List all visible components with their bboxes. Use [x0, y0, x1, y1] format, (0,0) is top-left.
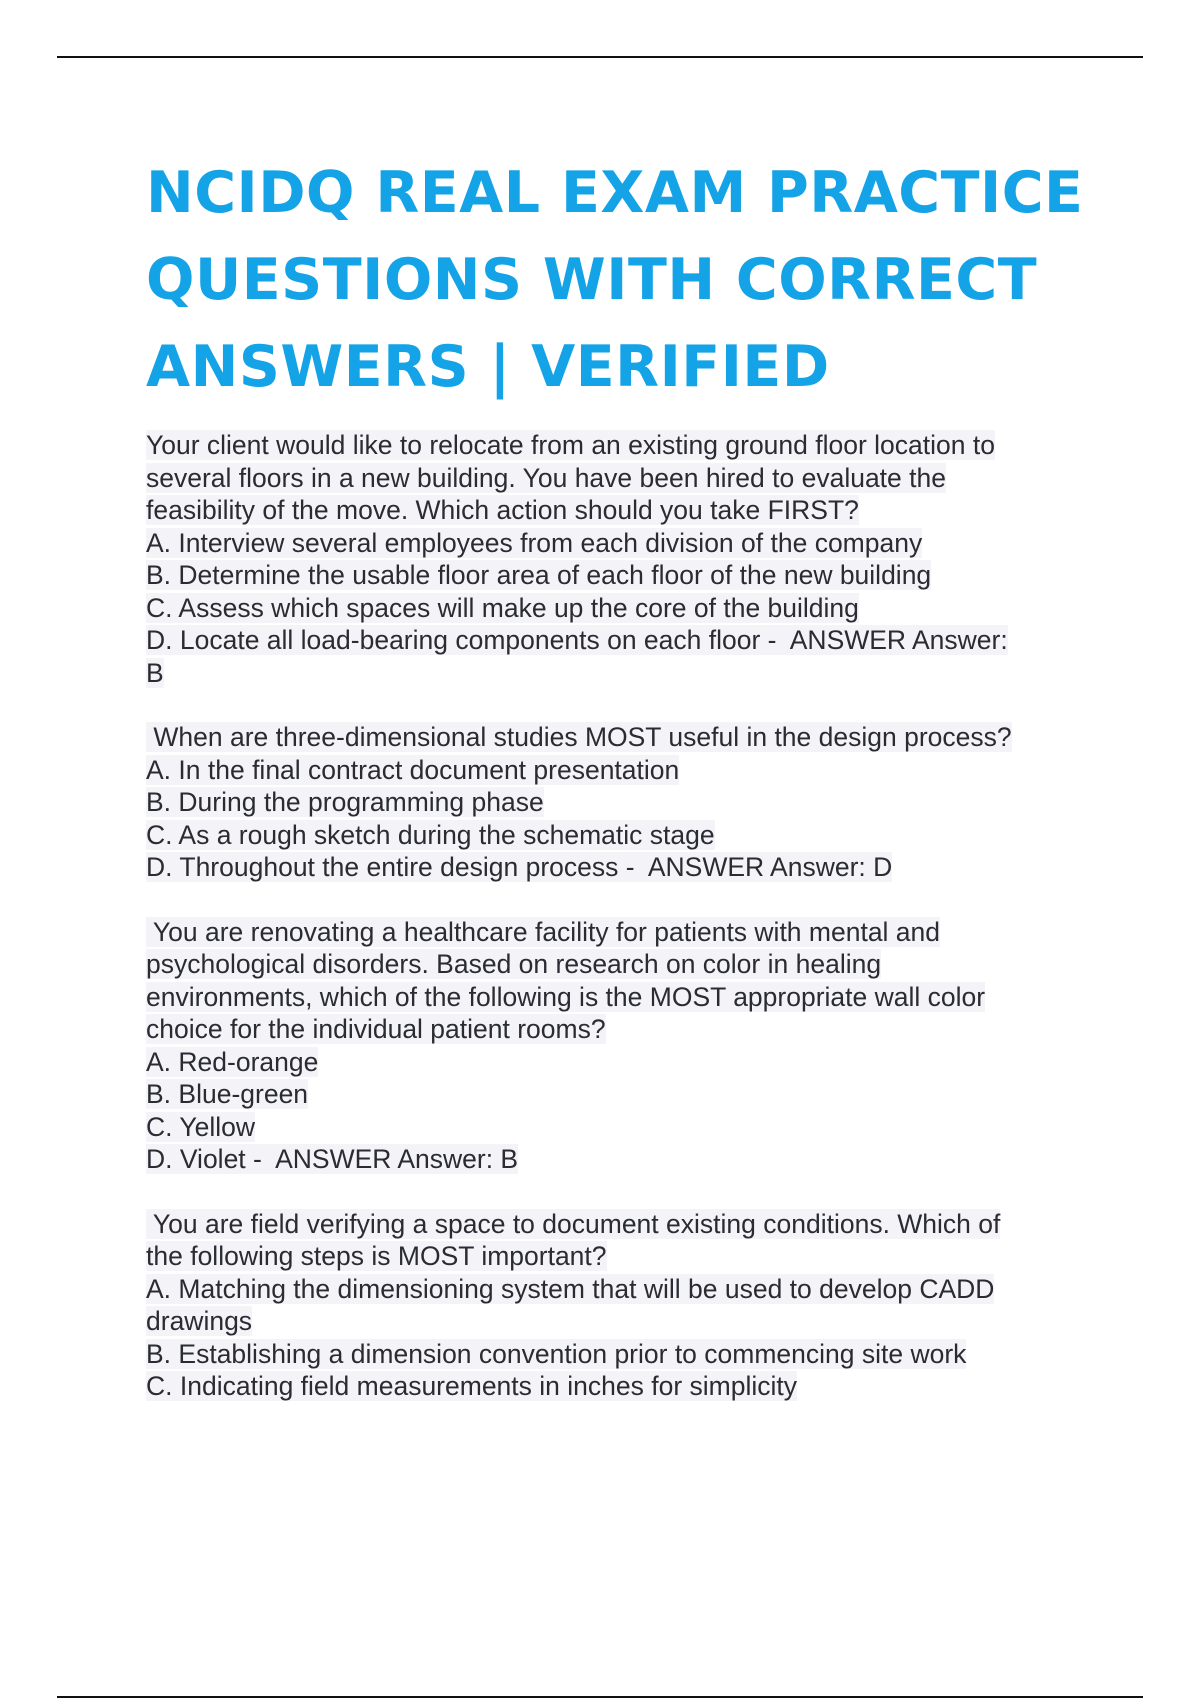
- question-line: the following steps is MOST important?: [146, 1241, 607, 1271]
- title-line: QUESTIONS WITH CORRECT: [146, 247, 1038, 313]
- answer-option: C. Yellow: [146, 1111, 256, 1142]
- question-line: You are field verifying a space to document existing conditions. Which of: [146, 1208, 1001, 1239]
- answer-option: C. As a rough sketch during the schematic stage: [146, 819, 715, 850]
- answer-option: D. Throughout the entire design process - ANSWER Answer: D: [146, 852, 893, 882]
- question-line: You are renovating a healthcare facility for patients with mental and: [146, 916, 941, 947]
- title-line: NCIDQ REAL EXAM PRACTICE: [146, 160, 1084, 226]
- question-block-3: [146, 916, 1086, 1176]
- question-block-2: [146, 721, 1086, 884]
- title-line: ANSWERS | VERIFIED: [146, 334, 830, 400]
- question-line: choice for the individual patient rooms?: [146, 1014, 606, 1044]
- document-title: [146, 150, 1086, 411]
- answer-option: drawings: [146, 1306, 253, 1336]
- question-line: environments, which of the following is the MOST appropriate wall color: [146, 981, 986, 1012]
- answer-option: B. Blue-green: [146, 1079, 309, 1109]
- answer-option: A. Matching the dimensioning system that will be used to develop CADD: [146, 1273, 995, 1304]
- question-block-1: [146, 429, 1086, 689]
- answer-option: B. Establishing a dimension convention prior to commencing site work: [146, 1338, 967, 1369]
- question-line: Your client would like to relocate from an existing ground floor location to: [146, 430, 995, 460]
- correct-answer: B: [146, 657, 164, 688]
- answer-option: A. Red-orange: [146, 1046, 319, 1077]
- top-rule: [57, 56, 1143, 58]
- bottom-rule: [57, 1696, 1143, 1698]
- question-line: feasibility of the move. Which action should you take FIRST?: [146, 495, 859, 525]
- question-line: When are three-dimensional studies MOST useful in the design process?: [146, 722, 1012, 752]
- answer-option: A. Interview several employees from each division of the company: [146, 527, 923, 558]
- answer-option: B. During the programming phase: [146, 787, 544, 817]
- document-content: [146, 150, 1086, 1435]
- answer-option: A. In the final contract document presentation: [146, 754, 680, 785]
- answer-option: D. Violet - ANSWER Answer: B: [146, 1144, 519, 1174]
- answer-option: D. Locate all load-bearing components on each floor - ANSWER Answer:: [146, 625, 1008, 655]
- answer-option: C. Indicating field measurements in inches for simplicity: [146, 1371, 797, 1401]
- answer-option: B. Determine the usable floor area of each floor of the new building: [146, 560, 932, 590]
- answer-option: C. Assess which spaces will make up the core of the building: [146, 592, 859, 623]
- question-line: psychological disorders. Based on research on color in healing: [146, 949, 882, 979]
- question-line: several floors in a new building. You have been hired to evaluate the: [146, 462, 946, 493]
- question-block-4: [146, 1208, 1086, 1403]
